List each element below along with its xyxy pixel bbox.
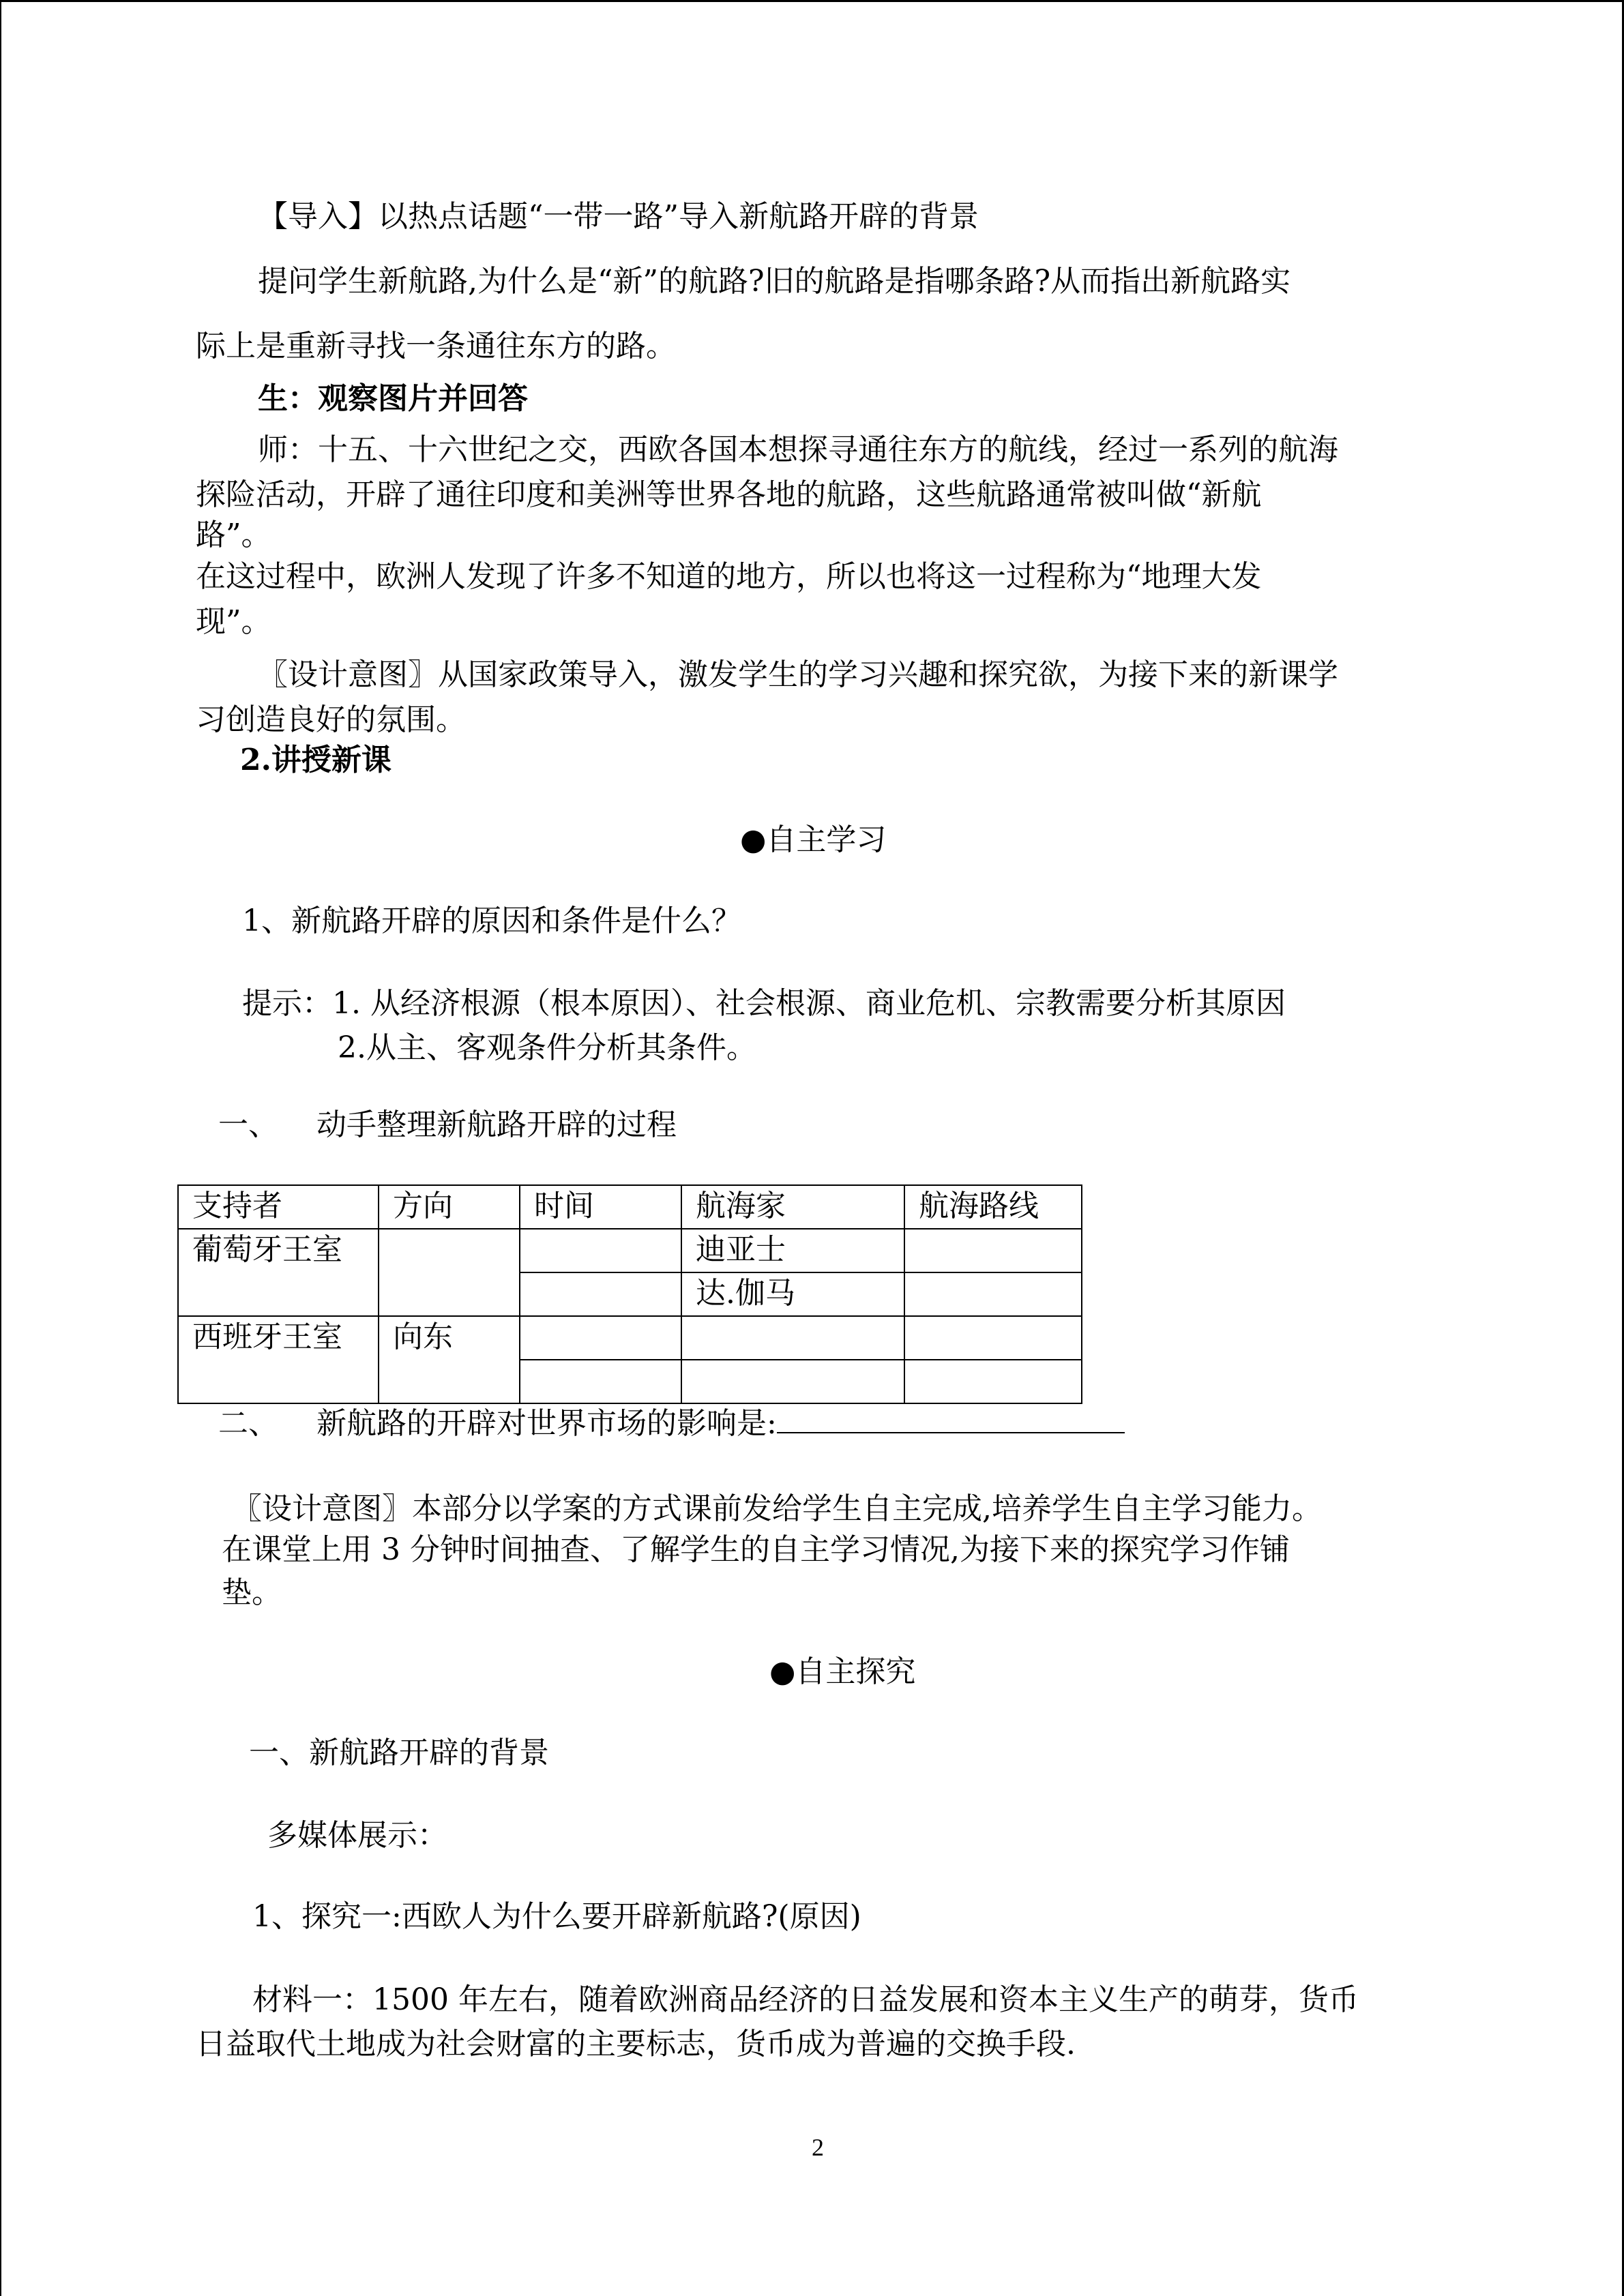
table-cell-empty	[681, 1360, 904, 1403]
intro-teacher-line-1: 师：十五、十六世纪之交，西欧各国本想探寻通往东方的航线，经过一系列的航海	[258, 432, 1338, 467]
self-study-design-intent-line-1: 〖设计意图〗本部分以学案的方式课前发给学生自主完成,培养学生自主学习能力。	[232, 1491, 1322, 1526]
self-explore-title: ●自主探究	[769, 1654, 916, 1689]
intro-student-answer: 生：观察图片并回答	[258, 381, 528, 416]
table-cell-navigator-2: 达.伽马	[681, 1272, 904, 1316]
intro-teacher-line-4: 在这过程中，欧洲人发现了许多不知道的地方，所以也将这一过程称为“地理大发	[196, 559, 1262, 594]
page-border-left	[0, 0, 1, 2296]
self-study-part-2	[218, 1405, 1125, 1443]
table-cell-empty	[520, 1229, 681, 1272]
table-row	[178, 1229, 1082, 1272]
material-one-line-1: 材料一：1500 年左右，随着欧洲商品经济的日益发展和资本主义生产的萌芽，货币	[252, 1982, 1359, 2017]
self-study-design-intent-line-2: 在课堂上用 3 分钟时间抽查、了解学生的自主学习情况,为接下来的探究学习作铺	[222, 1532, 1290, 1567]
self-explore-media: 多媒体展示：	[267, 1818, 447, 1853]
self-explore-subheading: 一、新航路开辟的背景	[249, 1735, 549, 1770]
self-study-design-intent-line-3: 垫。	[222, 1575, 282, 1610]
page-border-top	[0, 0, 1624, 2]
table-header-navigator: 航海家	[681, 1185, 904, 1229]
table-header-direction: 方向	[379, 1185, 520, 1229]
table-cell-empty	[904, 1316, 1082, 1360]
answer-blank-line	[777, 1405, 1125, 1433]
self-study-hint-2: 2.从主、客观条件分析其条件。	[338, 1030, 756, 1065]
intro-heading: 【导入】以热点话题“一带一路”导入新航路开辟的背景	[258, 199, 979, 234]
table-cell-empty	[904, 1360, 1082, 1403]
intro-design-intent-line-1: 〖设计意图〗从国家政策导入，激发学生的学习兴趣和探究欲，为接下来的新课学	[258, 657, 1338, 692]
table-cell-portugal: 葡萄牙王室	[178, 1229, 379, 1316]
intro-teacher-line-2: 探险活动，开辟了通往印度和美洲等世界各地的航路，这些航路通常被叫做“新航	[196, 477, 1262, 512]
self-study-part-2-text: 二、 新航路的开辟对世界市场的影响是:	[218, 1406, 777, 1441]
section-heading-new-lesson: 2.讲授新课	[240, 743, 392, 777]
table-cell-spain: 西班牙王室	[178, 1316, 379, 1403]
intro-design-intent-line-2: 习创造良好的氛围。	[196, 702, 466, 737]
table-header-supporter: 支持者	[178, 1185, 379, 1229]
page-number: 2	[812, 2134, 824, 2161]
table-cell-empty	[681, 1316, 904, 1360]
self-study-question-1: 1、新航路开辟的原因和条件是什么？	[242, 904, 741, 938]
intro-question-line-2: 际上是重新寻找一条通往东方的路。	[196, 329, 676, 363]
voyage-table	[177, 1184, 1082, 1404]
material-one-line-2: 日益取代土地成为社会财富的主要标志，货币成为普遍的交换手段.	[196, 2027, 1076, 2061]
table-header-row	[178, 1185, 1082, 1229]
intro-teacher-line-3: 路”。	[196, 518, 271, 552]
table-header-route: 航海路线	[904, 1185, 1082, 1229]
table-cell-empty	[904, 1229, 1082, 1272]
self-study-part-1: 一、 动手整理新航路开辟的过程	[218, 1107, 677, 1142]
intro-question-line-1: 提问学生新航路,为什么是“新”的航路?旧的航路是指哪条路?从而指出新航路实	[258, 264, 1291, 299]
table-cell-empty	[520, 1272, 681, 1316]
table-header-time: 时间	[520, 1185, 681, 1229]
table-cell-navigator-1: 迪亚士	[681, 1229, 904, 1272]
intro-teacher-line-5: 现”。	[196, 604, 271, 639]
table-cell-empty	[379, 1229, 520, 1316]
table-row	[178, 1316, 1082, 1360]
table-cell-empty	[520, 1360, 681, 1403]
self-study-title: ●自主学习	[740, 822, 887, 857]
self-study-hint-1: 提示：1. 从经济根源（根本原因）、社会根源、商业危机、宗教需要分析其原因	[242, 986, 1286, 1021]
table-cell-empty	[904, 1272, 1082, 1316]
self-explore-question-1: 1、探究一:西欧人为什么要开辟新航路?(原因)	[252, 1899, 861, 1934]
table-cell-empty	[520, 1316, 681, 1360]
table-cell-spain-direction: 向东	[379, 1316, 520, 1403]
